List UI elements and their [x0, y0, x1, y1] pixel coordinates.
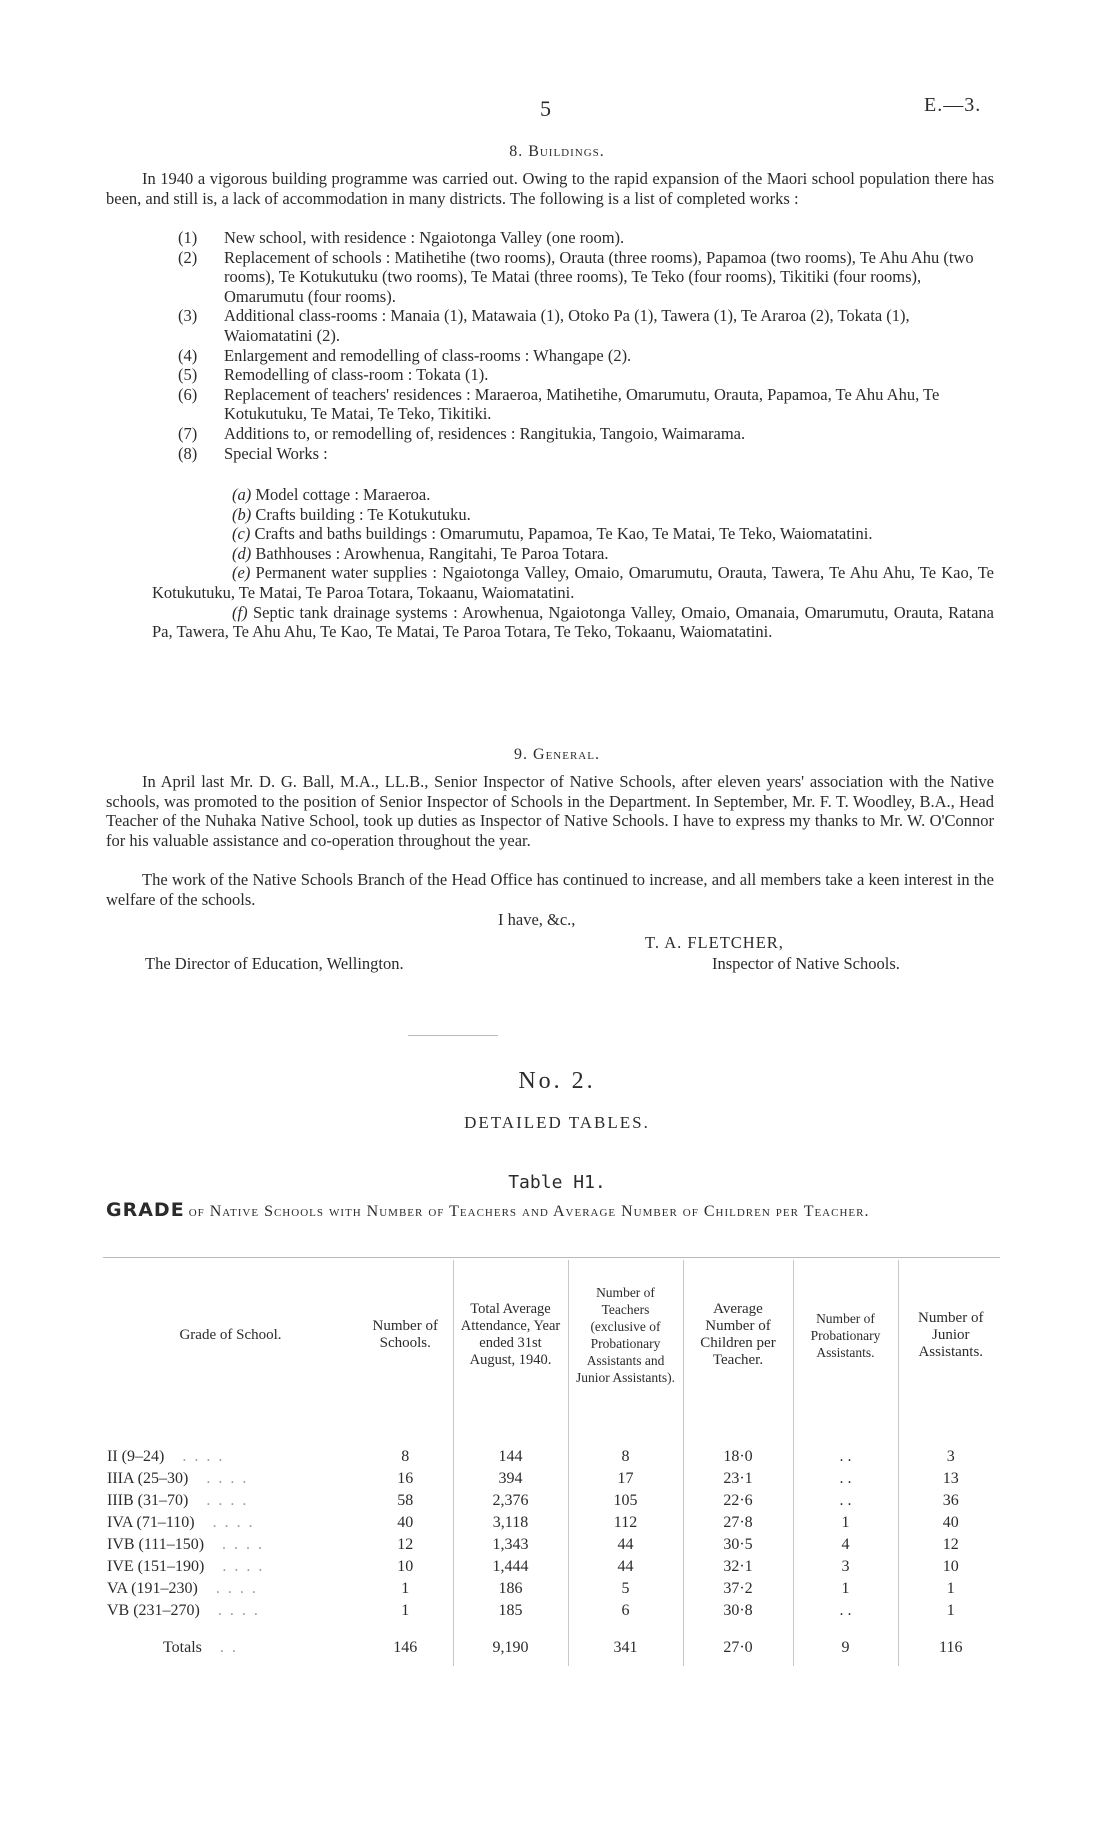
building-item-number: (4): [178, 345, 198, 365]
probationary-cell: 1: [793, 1512, 898, 1534]
col-probationary: Number of Probationary Assistants.: [793, 1260, 898, 1410]
grade-label: VB (231–270): [107, 1602, 200, 1619]
divider: [408, 1035, 498, 1036]
total-probationary: 9: [793, 1622, 898, 1666]
leader-dots: . . . .: [212, 1514, 255, 1531]
table-label: Table H1.: [508, 1172, 606, 1193]
building-item: [178, 424, 994, 444]
average-cell: 27·8: [683, 1512, 793, 1534]
schools-cell: 16: [397, 1470, 414, 1487]
col-teachers: Number of Teachers (exclusive of Probationary Assistants and Junior Assistants).: [568, 1260, 683, 1410]
grade-cell: [103, 1578, 358, 1600]
schools-cell: 8: [401, 1448, 410, 1465]
col-average: Average Number of Children per Teacher.: [683, 1260, 793, 1410]
signatory: T. A. FLETCHER,: [645, 933, 784, 952]
special-work-item: [152, 524, 994, 544]
grade-cell: [103, 1446, 358, 1468]
building-item: [178, 248, 994, 307]
totals-row: [103, 1622, 1003, 1666]
table-row: [103, 1512, 1003, 1534]
teachers-cell: 8: [568, 1446, 683, 1468]
grade-label: II (9–24): [107, 1448, 165, 1465]
probationary-cell: 3: [793, 1556, 898, 1578]
grade-cell: [103, 1512, 358, 1534]
attendance-cell: 144: [453, 1446, 568, 1468]
col-junior: Number of Junior Assistants.: [898, 1260, 1003, 1410]
leader-dots: . . . .: [222, 1558, 265, 1575]
general-paragraph-2: The work of the Native Schools Branch of the Head Office has continued to increase, and all members take a keen interest in the welfare of the schools.: [106, 870, 994, 909]
grade-cell: [103, 1490, 358, 1512]
junior-cell: 12: [898, 1534, 1003, 1556]
grade-cell: [103, 1556, 358, 1578]
probationary-cell: 4: [793, 1534, 898, 1556]
average-cell: 32·1: [683, 1556, 793, 1578]
total-average: 27·0: [683, 1622, 793, 1666]
junior-cell: 10: [898, 1556, 1003, 1578]
buildings-intro: In 1940 a vigorous building programme was carried out. Owing to the rapid expansion of the Maori school population there has been, and still is, a lack of accommodation in many districts. The following is a list of completed works :: [106, 169, 994, 208]
schools-cell: 1: [401, 1580, 410, 1597]
teachers-cell: 105: [568, 1490, 683, 1512]
special-work-item: [152, 544, 994, 564]
leader-dots: . . . .: [206, 1470, 249, 1487]
leader-dots: . . . .: [217, 1602, 260, 1619]
general-paragraph-1: In April last Mr. D. G. Ball, M.A., LL.B., Senior Inspector of Native Schools, after eleven years' association with the Native schools, was promoted to the position of Senior Inspector of Schools in the Department. In September, Mr. F. T. Woodley, B.A., Head Teacher of the Nuhaka Native School, took up duties as Inspector of Native Schools. I have to express my thanks to Mr. W. O'Connor for his valuable assistance and co-operation throughout the year.: [106, 772, 994, 850]
grade-table: [103, 1260, 1003, 1666]
special-work-item: [152, 603, 994, 642]
average-cell: 30·5: [683, 1534, 793, 1556]
attendance-cell: 394: [453, 1468, 568, 1490]
attendance-cell: 1,343: [453, 1534, 568, 1556]
closing: I have, &c.,: [498, 910, 576, 929]
leader-dots: . .: [219, 1639, 238, 1656]
building-item-number: (5): [178, 365, 198, 385]
junior-cell: 1: [898, 1600, 1003, 1622]
col-attendance: Total Average Attendance, Year ended 31st August, 1940.: [453, 1260, 568, 1410]
schools-cell: 1: [401, 1602, 410, 1619]
probationary-cell: . .: [793, 1446, 898, 1468]
table-title-rest: of Native Schools with Number of Teachers and Average Number of Children per Teacher.: [188, 1203, 870, 1220]
grade-label: IVB (111–150): [107, 1536, 205, 1553]
special-work-text: Bathhouses : Arowhenua, Rangitahi, Te Paroa Totara.: [255, 543, 609, 563]
attendance-cell: 185: [453, 1600, 568, 1622]
junior-cell: 1: [898, 1578, 1003, 1600]
buildings-heading: 8. Buildings.: [509, 143, 605, 160]
leader-dots: . . . .: [222, 1536, 265, 1553]
grade-label: IVA (71–110): [107, 1514, 195, 1531]
grade-label: IVE (151–190): [107, 1558, 205, 1575]
teachers-cell: 44: [568, 1556, 683, 1578]
schools-cell: 58: [397, 1492, 414, 1509]
grade-cell: [103, 1600, 358, 1622]
teachers-cell: 17: [568, 1468, 683, 1490]
section-number: No. 2.: [518, 1068, 596, 1094]
attendance-cell: 2,376: [453, 1490, 568, 1512]
addressee: The Director of Education, Wellington.: [145, 954, 404, 973]
building-item-number: (6): [178, 384, 198, 404]
signatory-title: Inspector of Native Schools.: [712, 954, 900, 973]
leader-dots: . . . .: [206, 1492, 249, 1509]
total-junior: 116: [898, 1622, 1003, 1666]
building-item-text: Enlargement and remodelling of class-rooms : Whangape (2).: [224, 345, 632, 365]
total-attendance: 9,190: [453, 1622, 568, 1666]
grade-cell: [103, 1534, 358, 1556]
schools-cell: 10: [397, 1558, 414, 1575]
building-item: [178, 306, 994, 345]
building-item-number: (3): [178, 306, 198, 326]
building-item-number: (8): [178, 443, 198, 463]
grade-label: VA (191–230): [107, 1580, 198, 1597]
teachers-cell: 44: [568, 1534, 683, 1556]
col-grade: Grade of School.: [179, 1326, 282, 1343]
building-item: [178, 228, 994, 248]
table-top-rule: [103, 1257, 1000, 1258]
totals-label: Totals: [163, 1639, 202, 1656]
special-work-text: Crafts building : Te Kotukutuku.: [255, 504, 471, 524]
average-cell: 30·8: [683, 1600, 793, 1622]
special-work-text: Permanent water supplies : Ngaiotonga Valley, Omaio, Omarumutu, Orauta, Tawera, Te Ahu Ahu, Te Kao, Te Kotukutuku, Te Matai, Te Paroa Totara, Tokaanu, Waiomatatini.: [152, 563, 994, 602]
page-reference: E.—3.: [924, 94, 982, 116]
special-work-item: [152, 485, 994, 505]
attendance-cell: 1,444: [453, 1556, 568, 1578]
junior-cell: 36: [898, 1490, 1003, 1512]
special-work-label: (a): [232, 485, 252, 504]
leader-dots: . . . .: [182, 1448, 225, 1465]
schools-cell: 12: [397, 1536, 414, 1553]
building-item-number: (2): [178, 247, 198, 267]
building-item-number: (1): [178, 228, 198, 247]
building-item: [178, 444, 994, 464]
average-cell: 22·6: [683, 1490, 793, 1512]
building-item-text: Replacement of teachers' residences : Maraeroa, Matihetihe, Omarumutu, Orauta, Papamoa, Te Ahu Ahu, Te Kotukutuku, Te Matai, Te Teko, Tikitiki.: [224, 384, 940, 424]
table-row: [103, 1600, 1003, 1622]
special-works-list: [152, 485, 994, 642]
average-cell: 18·0: [683, 1446, 793, 1468]
special-work-label: (e): [232, 563, 251, 583]
special-work-item: [152, 505, 994, 525]
building-item-text: Remodelling of class-room : Tokata (1).: [224, 365, 489, 385]
teachers-cell: 5: [568, 1578, 683, 1600]
teachers-cell: 6: [568, 1600, 683, 1622]
average-cell: 23·1: [683, 1468, 793, 1490]
attendance-cell: 3,118: [453, 1512, 568, 1534]
general-heading: 9. General.: [514, 746, 600, 763]
table-row: [103, 1490, 1003, 1512]
building-item-text: Additions to, or remodelling of, residences : Rangitukia, Tangoio, Waimarama.: [224, 423, 746, 443]
building-item-text: New school, with residence : Ngaiotonga Valley (one room).: [224, 228, 625, 247]
teachers-cell: 112: [568, 1512, 683, 1534]
grade-label: IIIA (25–30): [107, 1470, 189, 1487]
probationary-cell: . .: [793, 1468, 898, 1490]
table-row: [103, 1556, 1003, 1578]
special-work-item: [152, 563, 994, 602]
schools-cell: 40: [397, 1514, 414, 1531]
junior-cell: 3: [898, 1446, 1003, 1468]
special-work-text: Crafts and baths buildings : Omarumutu, Papamoa, Te Kao, Te Matai, Te Teko, Waiomatatini.: [254, 524, 873, 544]
section-title: DETAILED TABLES.: [464, 1113, 650, 1132]
building-item-text: Special Works :: [224, 443, 328, 463]
table-row: [103, 1468, 1003, 1490]
attendance-cell: 186: [453, 1578, 568, 1600]
grade-label: IIIB (31–70): [107, 1492, 189, 1509]
special-work-label: (f): [232, 602, 248, 622]
junior-cell: 13: [898, 1468, 1003, 1490]
col-schools: Number of Schools.: [372, 1318, 438, 1351]
building-item: [178, 346, 994, 366]
table-title: [106, 1200, 994, 1222]
average-cell: 37·2: [683, 1578, 793, 1600]
special-work-text: Septic tank drainage systems : Arowhenua, Ngaiotonga Valley, Omaio, Omanaia, Omarumutu, Orauta, Ratana Pa, Tawera, Te Ahu Ahu, Te Kao, Te Matai, Te Paroa Totara, Te Teko, Tokaanu, Waiomatatini.: [152, 602, 994, 642]
table-row: [103, 1446, 1003, 1468]
special-work-label: (b): [232, 504, 252, 524]
leader-dots: . . . .: [215, 1580, 258, 1597]
grade-cell: [103, 1468, 358, 1490]
buildings-list: [178, 228, 994, 463]
table-row: [103, 1578, 1003, 1600]
table-title-bold: GRADE: [106, 1199, 185, 1221]
building-item-text: Replacement of schools : Matihetihe (two rooms), Orauta (three rooms), Papamoa (two rooms), Te Ahu Ahu (two rooms), Te Kotukutuku (two rooms), Te Matai (three rooms), Te Teko (four rooms), Tikitiki (four rooms), Omarumutu (four rooms).: [224, 247, 974, 306]
building-item-text: Additional class-rooms : Manaia (1), Matawaia (1), Otoko Pa (1), Tawera (1), Te Araroa (2), Tokata (1), Waiomatatini (2).: [224, 306, 910, 345]
special-work-label: (d): [232, 543, 252, 563]
special-work-text: Model cottage : Maraeroa.: [255, 485, 431, 504]
probationary-cell: 1: [793, 1578, 898, 1600]
building-item: [178, 365, 994, 385]
building-item-number: (7): [178, 423, 198, 443]
total-teachers: 341: [568, 1622, 683, 1666]
total-schools: 146: [393, 1639, 418, 1656]
building-item: [178, 385, 994, 424]
special-work-label: (c): [232, 524, 251, 544]
table-row: [103, 1534, 1003, 1556]
probationary-cell: . .: [793, 1490, 898, 1512]
totals-cell: [103, 1622, 358, 1666]
page-number: 5: [540, 96, 551, 121]
junior-cell: 40: [898, 1512, 1003, 1534]
probationary-cell: . .: [793, 1600, 898, 1622]
